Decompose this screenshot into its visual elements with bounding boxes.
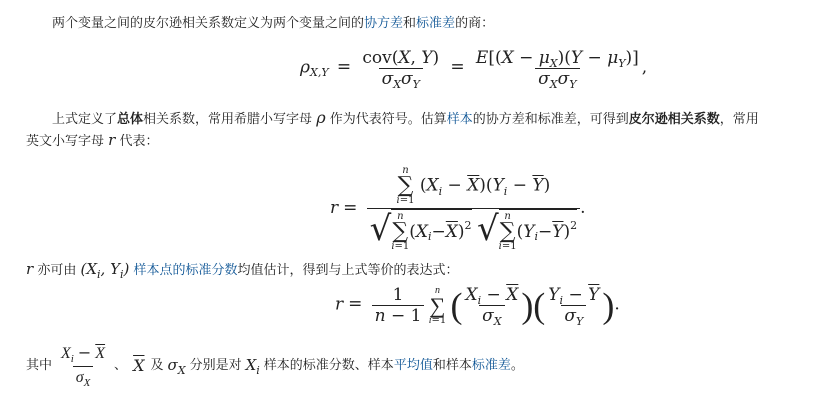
p2-bold-pearson: 皮尔逊相关系数 [628,112,720,127]
stddev-link[interactable]: 标准差 [416,16,456,31]
p2-text-4: 的协方差和标准差，可得到 [472,112,629,127]
paragraph-4 [26,342,524,390]
p2-bold-population: 总体 [117,112,144,127]
formula-sample-correlation: r = n ∑ i=1 $(X_i - \overline{X})(Y_i - \overline{Y})$ √ n ∑ i=1 ( X i − $\overline{X}$ ) 2 √ n ∑ i=1 ( Y i − $\overline{Y}$ ) 2 . [330,165,586,252]
p2-text-6: 英文小写字母 [26,134,105,149]
p4-text-6: 。 [510,358,524,373]
p4-text-5: 和样本 [432,358,472,373]
paragraph-3 [26,258,459,282]
p1-suffix: 的商： [455,16,495,31]
p1-and: 和 [403,16,417,31]
r-symbol: r [108,131,116,149]
p3-text-1: 亦可由 [37,263,77,278]
xi-symbol: $X_i$ [245,356,260,377]
p2-text-7: 代表： [119,134,159,149]
covariance-link[interactable]: 协方差 [364,16,404,31]
standard-score-fraction: $\frac{X_i - \overline{X}}{\sigma_X}$ [61,343,106,389]
p4-text-4: 样本的标准分数、样本 [263,358,394,373]
sample-mean-symbol: $\overline{X}$ [133,356,145,375]
sample-pair: ($X_i$, $Y_i$) [80,260,130,281]
paragraph-2-line-2 [26,129,158,153]
p4-separator: 、 [114,358,128,373]
paragraph-2 [52,107,759,131]
r-symbol-2: r [26,260,34,278]
p4-text-2: 及 [150,358,164,373]
mean-link[interactable]: 平均值 [393,358,433,373]
p1-prefix: 两个变量之间的皮尔逊相关系数定义为两个变量之间的 [52,16,365,31]
formula-standard-score-form: r = $\frac{1}{n - 1}$ n ∑ i=1 ( $\frac{X_i - \overline{X}}{\sigma_X}$ )( $\frac{Y_i - \overline{Y}}{\sigma_Y}$ ). [335,284,620,328]
p2-text-3: 作为代表符号。估算 [329,112,447,127]
p2-text-2: 相关系数，常用希腊小写字母 [143,112,313,127]
sample-link[interactable]: 样本 [446,112,473,127]
stddev-link-2[interactable]: 标准差 [471,358,511,373]
rho-symbol: ρ [316,108,326,127]
paragraph-1 [52,13,494,35]
standard-score-link[interactable]: 标准分数 [185,263,238,278]
formula-population-correlation: $\rho_{X,Y}$ = $\frac{\text{cov(X, Y)}}{\sigma_X\sigma_Y}$ = $\frac{E[(X - \mu_X)(Y - \mu_Y)]}{\sigma_X\sigma_Y}$ , [300,48,648,91]
p4-text-1: 其中 [26,358,53,373]
p2-text-5: ，常用 [719,112,759,127]
sigma-x-symbol: $\sigma_X$ [167,356,186,377]
p3-text-2: 均值估计，得到与上式等价的表达式： [237,263,459,278]
p2-text-1: 上式定义了 [52,112,118,127]
sample-point-link[interactable]: 样本点的 [133,263,186,278]
p4-text-3: 分别是对 [189,358,242,373]
